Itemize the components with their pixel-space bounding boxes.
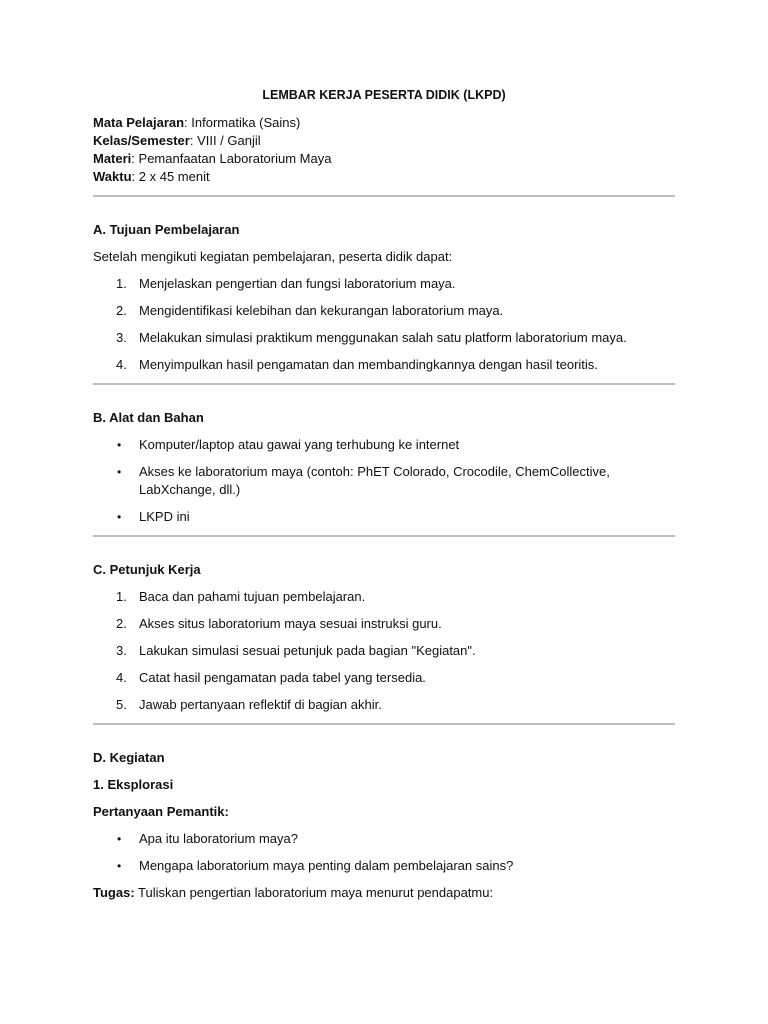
list-item <box>93 696 675 714</box>
list-item-text: Komputer/laptop atau gawai yang terhubung ke internet <box>139 437 460 452</box>
list-item-text: Mengidentifikasi kelebihan dan kekurangan laboratorium maya. <box>139 303 504 318</box>
section-heading: B. Alat dan Bahan <box>93 410 204 425</box>
divider <box>93 195 675 197</box>
list-item <box>93 463 675 499</box>
list-number: 3. <box>116 330 127 345</box>
list-number: 2. <box>116 303 127 318</box>
meta-subject <box>93 114 675 132</box>
meta-block <box>93 114 675 186</box>
section-materials <box>93 409 675 526</box>
list-item <box>93 830 675 848</box>
list-item-text: Akses situs laboratorium maya sesuai instruksi guru. <box>139 616 442 631</box>
subsection-heading: 1. Eksplorasi <box>93 777 174 792</box>
section-activities <box>93 749 675 902</box>
task-label: Tugas: <box>93 885 135 900</box>
list-number: 4. <box>116 670 127 685</box>
list-number: 1. <box>116 589 127 604</box>
list-item <box>93 642 675 660</box>
section-intro: Setelah mengikuti kegiatan pembelajaran, peserta didik dapat: <box>93 249 453 264</box>
meta-label: Mata Pelajaran <box>93 115 185 130</box>
bullet-icon: • <box>117 465 122 479</box>
divider <box>93 383 675 385</box>
list-item-text: Catat hasil pengamatan pada tabel yang tersedia. <box>139 670 426 685</box>
list-item-text: Lakukan simulasi sesuai petunjuk pada bagian "Kegiatan". <box>139 643 476 658</box>
objectives-list <box>93 275 675 374</box>
list-number: 2. <box>116 616 127 631</box>
meta-value: : Pemanfaatan Laboratorium Maya <box>131 151 332 166</box>
list-item <box>93 588 675 606</box>
meta-value: : Informatika (Sains) <box>184 115 301 130</box>
list-number: 5. <box>116 697 127 712</box>
section-instructions <box>93 561 675 714</box>
list-item-text: LKPD ini <box>139 509 190 524</box>
meta-material <box>93 150 675 168</box>
meta-label: Kelas/Semester <box>93 133 190 148</box>
list-item <box>93 508 675 526</box>
list-item <box>93 615 675 633</box>
meta-label: Waktu <box>93 169 132 184</box>
bullet-icon: • <box>117 859 122 873</box>
questions-label: Pertanyaan Pemantik: <box>93 804 229 819</box>
meta-time <box>93 168 675 186</box>
document-page <box>93 86 675 902</box>
bullet-icon: • <box>117 438 122 452</box>
section-heading: C. Petunjuk Kerja <box>93 562 201 577</box>
list-number: 4. <box>116 357 127 372</box>
list-item <box>93 329 675 347</box>
divider <box>93 723 675 725</box>
document-title: LEMBAR KERJA PESERTA DIDIK (LKPD) <box>262 88 506 102</box>
list-item <box>93 302 675 320</box>
list-item-text: Akses ke laboratorium maya (contoh: PhET Colorado, Crocodile, ChemCollective, LabXchange, dll.) <box>139 464 610 497</box>
list-number: 3. <box>116 643 127 658</box>
section-objectives <box>93 221 675 374</box>
list-item-text: Baca dan pahami tujuan pembelajaran. <box>139 589 366 604</box>
instructions-list <box>93 588 675 714</box>
list-item-text: Menjelaskan pengertian dan fungsi laboratorium maya. <box>139 276 456 291</box>
list-item <box>93 669 675 687</box>
list-item-text: Jawab pertanyaan reflektif di bagian akhir. <box>139 697 382 712</box>
meta-value: : VIII / Ganjil <box>189 133 261 148</box>
list-item <box>93 436 675 454</box>
bullet-icon: • <box>117 510 122 524</box>
list-item <box>93 857 675 875</box>
materials-list <box>93 436 675 526</box>
task-line <box>93 884 675 902</box>
meta-label: Materi <box>93 151 132 166</box>
divider <box>93 535 675 537</box>
list-item-text: Melakukan simulasi praktikum menggunakan salah satu platform laboratorium maya. <box>139 330 627 345</box>
list-item-text: Mengapa laboratorium maya penting dalam pembelajaran sains? <box>139 858 514 873</box>
bullet-icon: • <box>117 832 122 846</box>
list-item <box>93 275 675 293</box>
list-item <box>93 356 675 374</box>
section-heading: D. Kegiatan <box>93 750 165 765</box>
meta-class <box>93 132 675 150</box>
section-heading: A. Tujuan Pembelajaran <box>93 222 240 237</box>
list-number: 1. <box>116 276 127 291</box>
meta-value: : 2 x 45 menit <box>131 169 210 184</box>
task-text: Tuliskan pengertian laboratorium maya menurut pendapatmu: <box>134 885 494 900</box>
list-item-text: Apa itu laboratorium maya? <box>139 831 298 846</box>
questions-list <box>93 830 675 875</box>
list-item-text: Menyimpulkan hasil pengamatan dan membandingkannya dengan hasil teoritis. <box>139 357 598 372</box>
